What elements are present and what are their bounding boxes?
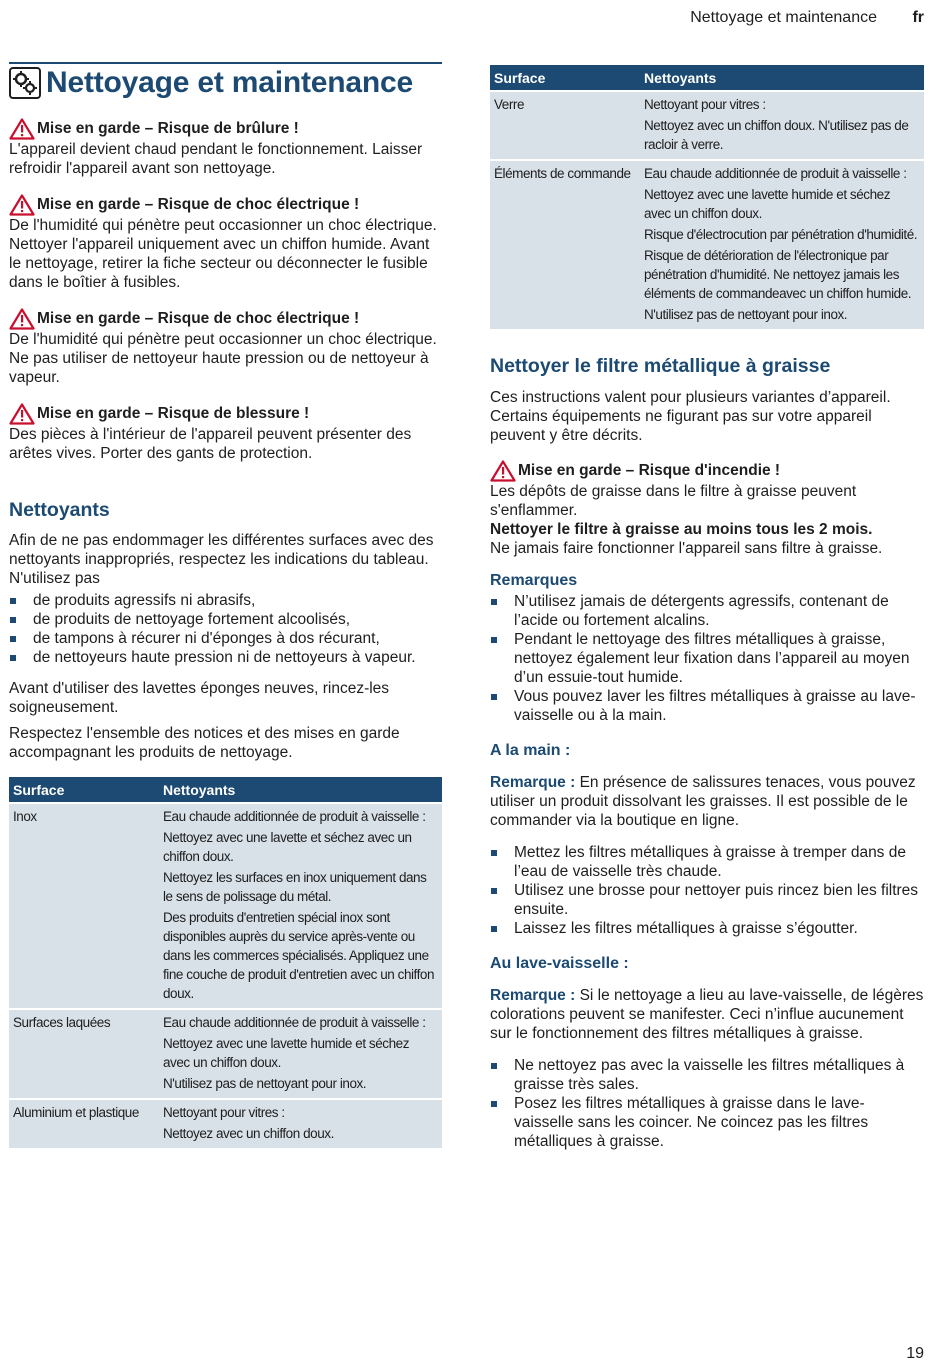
table-cell-surface: Aluminium et plastique (9, 1099, 159, 1148)
main-title-bar (9, 62, 442, 100)
warning-shock-1-header (9, 194, 442, 216)
cell-line: Nettoyant pour vitres : (644, 97, 766, 112)
table-cell-nettoyants (159, 803, 442, 1009)
table-cell-surface: Éléments de commande (490, 160, 640, 329)
warning-triangle-icon (9, 118, 35, 140)
page-title: Nettoyage et maintenance (46, 66, 413, 99)
cell-line: Nettoyez avec une lavette humide et séchez avec un chiffon doux. (163, 1036, 410, 1070)
warning-fire-header (490, 460, 924, 482)
warning-text: Les dépôts de graisse dans le filtre à graisse peuvent s'enflammer. (490, 483, 857, 519)
cell-line: Risque de détérioration de l'électronique par pénétration d'humidité. Ne nettoyez jamais les éléments de commandeavec un chiffon humide. (644, 248, 912, 301)
warning-shock-2 (9, 308, 442, 387)
warning-shock-1 (9, 194, 442, 292)
cell-line: Nettoyez les surfaces en inox uniquement dans le sens de polissage du métal. (163, 870, 427, 904)
list-item: N’utilisez jamais de détergents agressifs, contenant de l’acide ou fortement alcalins. (490, 592, 924, 630)
table-header-row (9, 777, 442, 803)
list-item: de produits de nettoyage fortement alcoolisés, (9, 610, 442, 629)
table-row (490, 160, 924, 329)
remarque-text: Si le nettoyage a lieu au lave-vaisselle, de légères colorations peuvent se manifester. Ceci n’influe aucunement sur le fonctionnement des filtres métalliques à graisse. (490, 987, 924, 1042)
warning-title: Mise en garde – Risque de choc électrique ! (37, 196, 360, 213)
list-item: Posez les filtres métalliques à graisse dans le lave-vaisselle sans les coincer. Ne coincez pas les filtres métalliques à graisse. (490, 1094, 924, 1151)
cell-line: Eau chaude additionnée de produit à vaisselle : (163, 1015, 426, 1030)
warning-fire (490, 460, 924, 558)
warning-text: De l'humidité qui pénètre peut occasionner un choc électrique. Nettoyer l'appareil uniquement avec un chiffon humide. Avant le nettoyage, retirer la fiche secteur ou déconnecter le fusible dans le boîtier à fusibles. (9, 217, 437, 291)
warning-bold-text: Nettoyer le filtre à graisse au moins tous les 2 mois. (490, 521, 873, 538)
warning-triangle-icon (490, 460, 516, 482)
table-row (9, 1009, 442, 1099)
a-la-main-steps (490, 843, 924, 938)
warning-injury-header (9, 403, 442, 425)
cell-line: Nettoyez avec un chiffon doux. N'utilisez pas de racloir à verre. (644, 118, 909, 152)
warning-triangle-icon (9, 403, 35, 425)
list-item: Vous pouvez laver les filtres métalliques à graisse au lave-vaisselle ou à la main. (490, 687, 924, 725)
table-cell-nettoyants (159, 1099, 442, 1148)
cell-line: Nettoyez avec une lavette et séchez avec un chiffon doux. (163, 830, 412, 864)
warning-triangle-icon (9, 308, 35, 330)
list-item: Utilisez une brosse pour nettoyer puis rincez bien les filtres ensuite. (490, 881, 924, 919)
nettoyants-para-2: Respectez l'ensemble des notices et des mises en garde accompagnant les produits de nettoyage. (9, 725, 400, 761)
cleaning-table-right (490, 65, 924, 329)
table-header-surface: Surface (9, 777, 159, 803)
list-item: Laissez les filtres métalliques à graisse s’égoutter. (490, 919, 924, 938)
warning-injury (9, 403, 442, 463)
cell-line: Nettoyez avec un chiffon doux. (163, 1126, 334, 1141)
table-header-nettoyants: Nettoyants (640, 65, 924, 91)
list-item: Ne nettoyez pas avec la vaisselle les filtres métalliques à graisse très sales. (490, 1056, 924, 1094)
warning-title: Mise en garde – Risque de choc électrique ! (37, 310, 360, 327)
warning-title: Mise en garde – Risque de blessure ! (37, 405, 310, 422)
list-item: de tampons à récurer ni d'éponges à dos récurant, (9, 629, 442, 648)
warning-title: Mise en garde – Risque d'incendie ! (518, 462, 781, 479)
table-header-nettoyants: Nettoyants (159, 777, 442, 803)
table-cell-surface: Inox (9, 803, 159, 1009)
cell-line: N'utilisez pas de nettoyant pour inox. (163, 1076, 367, 1091)
table-header-surface: Surface (490, 65, 640, 91)
warning-triangle-icon (9, 194, 35, 216)
list-item: de produits agressifs ni abrasifs, (9, 591, 442, 610)
remarque-label: Remarque : (490, 987, 576, 1004)
warning-shock-2-header (9, 308, 442, 330)
table-row (9, 803, 442, 1009)
warning-text-2: Ne jamais faire fonctionner l'appareil sans filtre à graisse. (490, 540, 883, 557)
list-item: Mettez les filtres métalliques à graisse à tremper dans de l’eau de vaisselle très chaude. (490, 843, 924, 881)
lave-vaisselle-remarque (490, 986, 924, 1043)
page-number: 19 (906, 1345, 924, 1362)
table-cell-surface: Verre (490, 91, 640, 160)
table-cell-nettoyants (159, 1009, 442, 1099)
remarques-heading: Remarques (490, 572, 578, 589)
warning-text: De l'humidité qui pénètre peut occasionner un choc électrique. Ne pas utiliser de nettoyeur haute pression ou de nettoyeur à vapeur. (9, 331, 437, 386)
nettoyants-intro: Afin de ne pas endommager les différentes surfaces avec des nettoyants inappropriés, respectez les indications du tableau. N'utilisez pas (9, 532, 434, 587)
list-item: Pendant le nettoyage des filtres métalliques à graisse, nettoyez également leur fixation dans l’appareil au moyen d’un essuie-tout humide. (490, 630, 924, 687)
warning-text: L'appareil devient chaud pendant le fonctionnement. Laisser refroidir l'appareil avant son nettoyage. (9, 141, 423, 177)
table-row (9, 1099, 442, 1148)
cleaning-table-left (9, 777, 442, 1148)
table-cell-nettoyants (640, 91, 924, 160)
header-lang: fr (912, 9, 924, 26)
cell-line: Eau chaude additionnée de produit à vaisselle : (163, 809, 426, 824)
left-column (9, 62, 442, 1148)
filtre-intro: Ces instructions valent pour plusieurs variantes d’appareil. Certains équipements ne figurant pas sur votre appareil peuvent y être décrits. (490, 389, 891, 444)
cell-line: Nettoyant pour vitres : (163, 1105, 285, 1120)
table-cell-surface: Surfaces laquées (9, 1009, 159, 1099)
header-title: Nettoyage et maintenance (690, 9, 877, 26)
warning-burn-header (9, 118, 442, 140)
cell-line: N'utilisez pas de nettoyant pour inox. (644, 307, 848, 322)
cell-line: Risque d'électrocution par pénétration d'humidité. (644, 227, 918, 242)
remarques-list (490, 592, 924, 725)
maintenance-gear-icon (9, 67, 41, 99)
warning-title: Mise en garde – Risque de brûlure ! (37, 120, 299, 137)
nettoyants-para-1: Avant d'utiliser des lavettes éponges neuves, rincez-les soigneusement. (9, 680, 390, 716)
lave-vaisselle-heading: Au lave-vaisselle : (490, 955, 629, 972)
section-heading-nettoyants: Nettoyants (9, 499, 110, 521)
table-cell-nettoyants (640, 160, 924, 329)
cell-line: Nettoyez avec une lavette humide et séchez avec un chiffon doux. (644, 187, 891, 221)
table-header-row (490, 65, 924, 91)
warning-text: Des pièces à l'intérieur de l'appareil peuvent présenter des arêtes vives. Porter des gants de protection. (9, 426, 412, 462)
remarque-label: Remarque : (490, 774, 576, 791)
section-heading-filtre: Nettoyer le filtre métallique à graisse (490, 355, 831, 377)
table-row (490, 91, 924, 160)
remarque-text: En présence de salissures tenaces, vous pouvez utiliser un produit dissolvant les graisses. Il est possible de le commander via la boutique en ligne. (490, 774, 916, 829)
cell-line: Des produits d'entretien spécial inox sont disponibles auprès du service après-vente ou dans les commerces spécialisés. Appliquez une fine couche de produit d'entretien avec un chiffon doux. (163, 910, 435, 1001)
a-la-main-heading: A la main : (490, 742, 571, 759)
right-column (490, 65, 924, 1151)
nettoyants-list (9, 591, 442, 667)
list-item: de nettoyeurs haute pression ni de nettoyeurs à vapeur. (9, 648, 442, 667)
cell-line: Eau chaude additionnée de produit à vaisselle : (644, 166, 907, 181)
lave-vaisselle-steps (490, 1056, 924, 1151)
warning-burn (9, 118, 442, 178)
a-la-main-remarque (490, 773, 924, 830)
